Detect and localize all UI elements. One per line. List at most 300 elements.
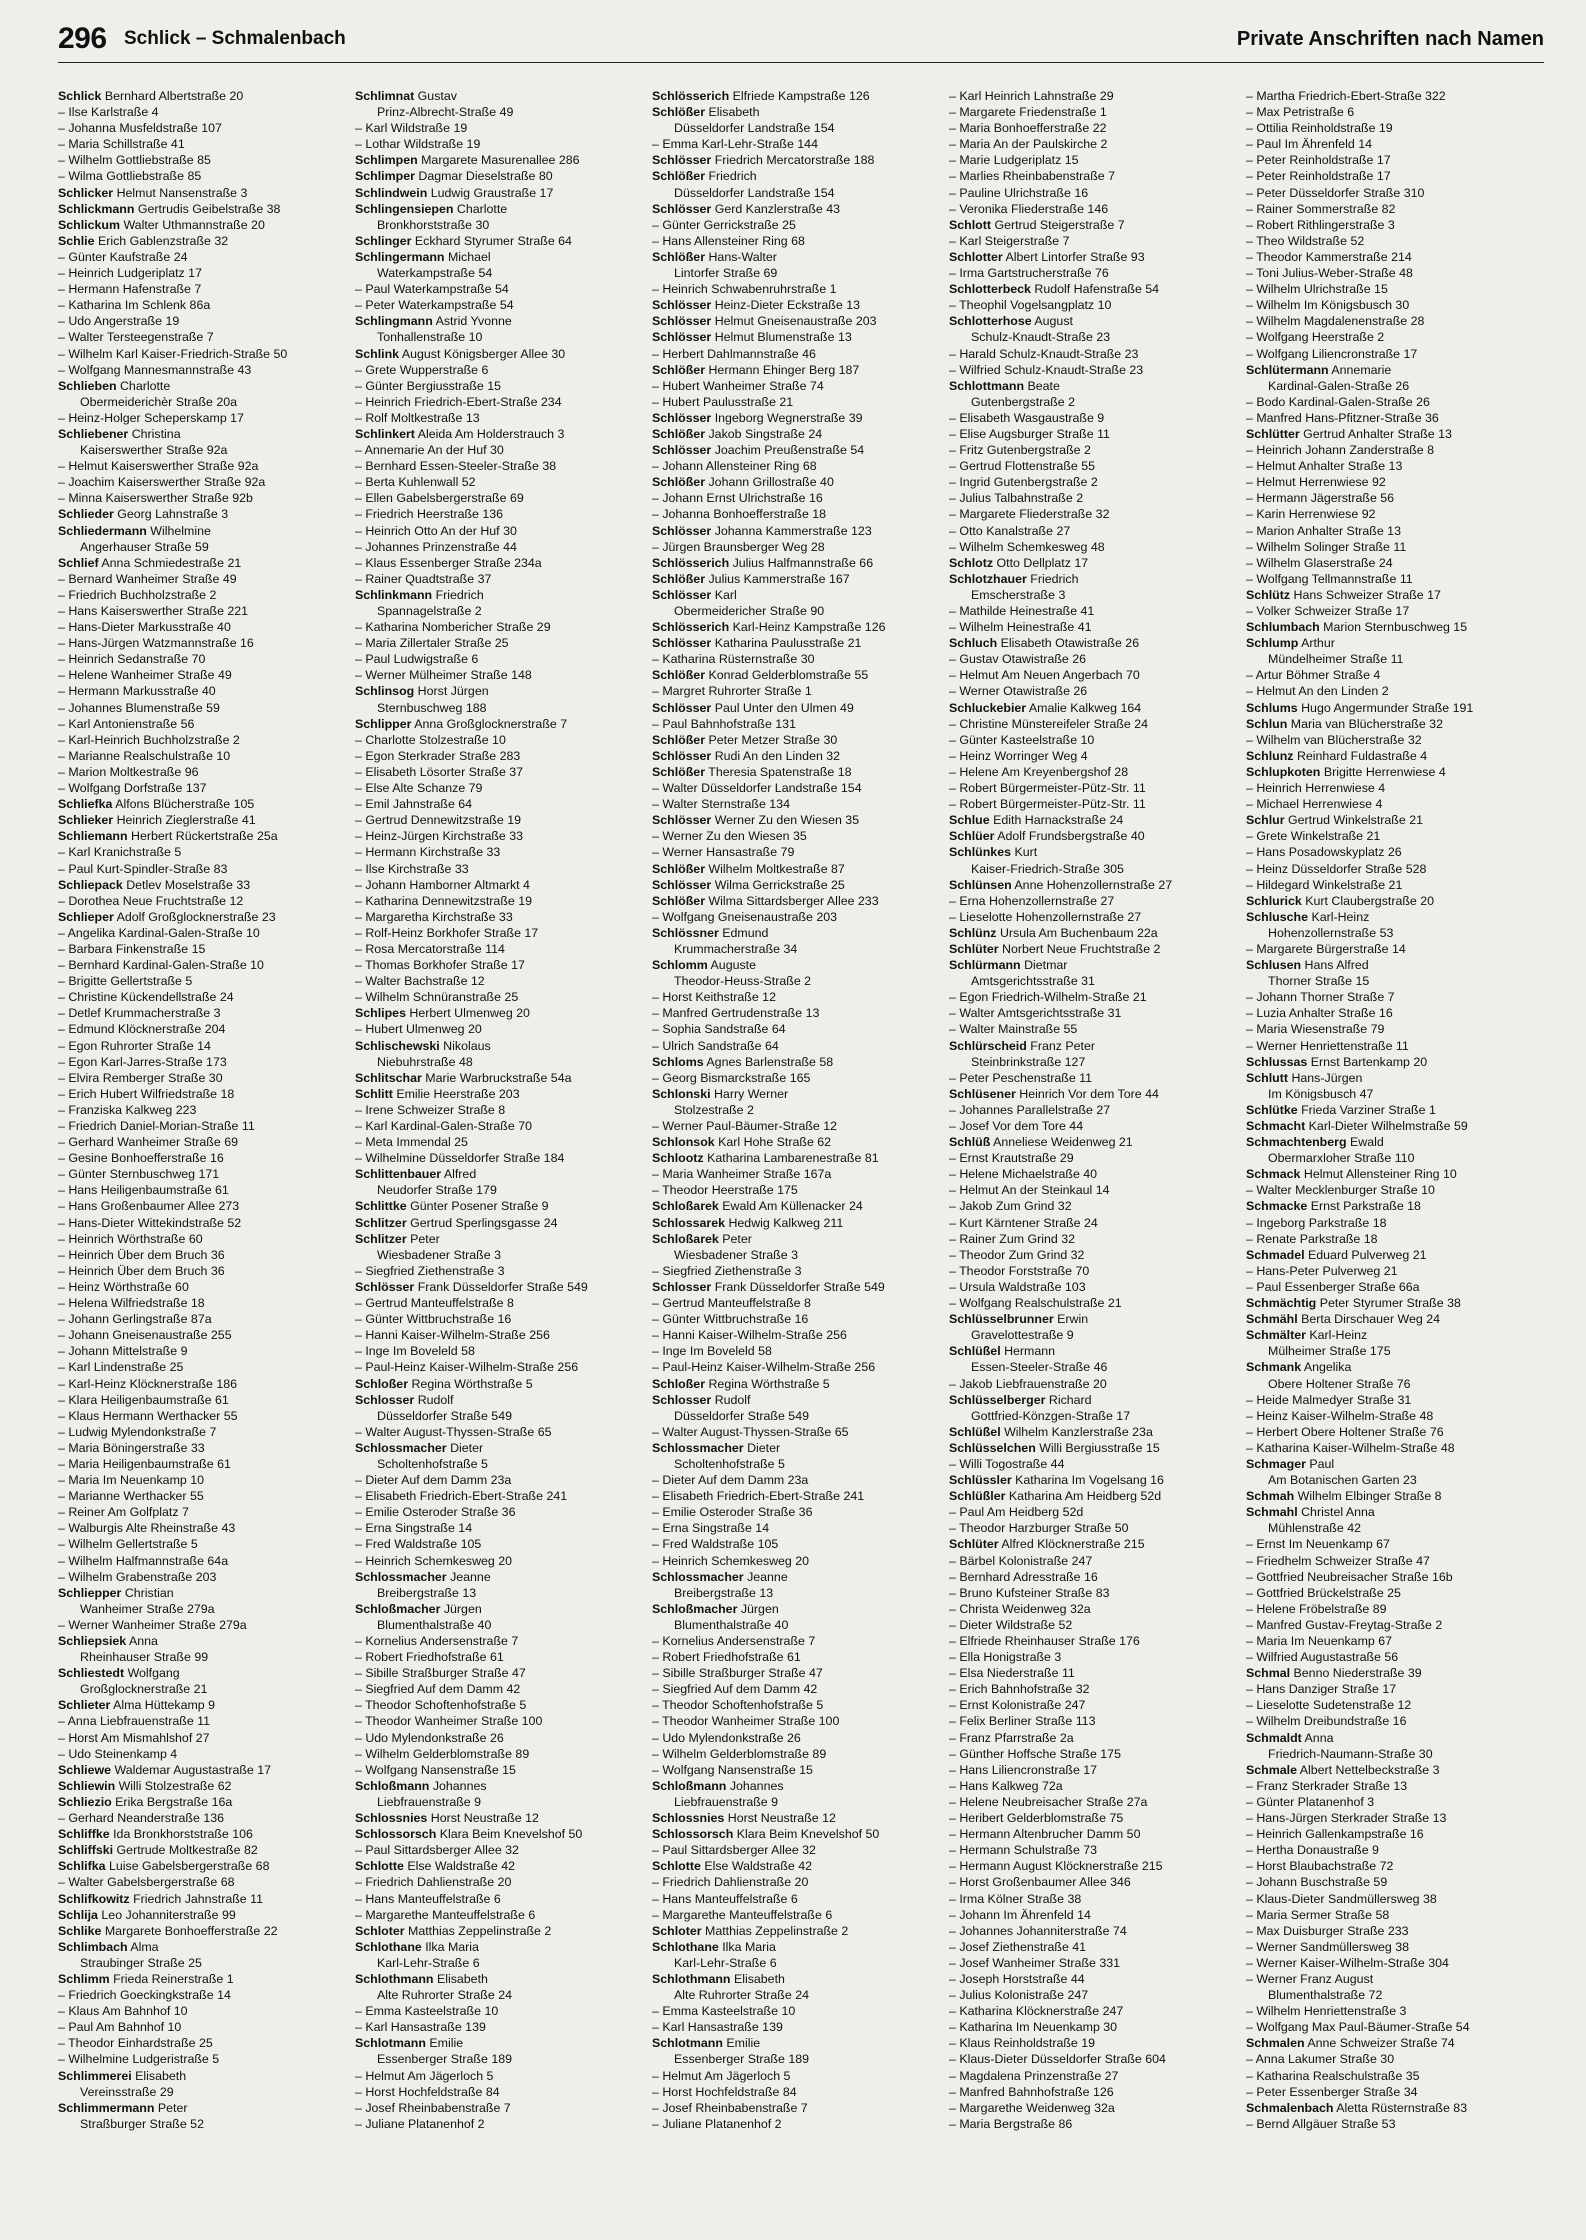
entry-text: Herbert Rückertstraße 25a (131, 829, 278, 844)
directory-entry (652, 1923, 946, 1939)
entry-surname: Schloßer (652, 1376, 706, 1391)
entry-text: Else Waldstraße 42 (704, 1859, 812, 1874)
entry-text: – Wilhelmine Ludgeristraße 5 (58, 2052, 220, 2067)
directory-entry (355, 1215, 649, 1231)
directory-entry (1246, 1182, 1540, 1198)
entry-text: – Friedrich Heerstraße 136 (355, 507, 504, 522)
entry-text: – Werner Henriettenstraße 11 (1246, 1038, 1409, 1053)
directory-entry (1246, 780, 1540, 796)
directory-entry (652, 1488, 946, 1504)
entry-text: – Günter Wittbruchstraße 16 (355, 1312, 512, 1327)
entry-surname: Schlüß (949, 1135, 991, 1150)
directory-entry (652, 1343, 946, 1359)
directory-entry (652, 313, 946, 329)
entry-text: – Paul Sittardsberger Allee 32 (355, 1843, 519, 1858)
directory-entry (949, 265, 1243, 281)
entry-continuation: Emscherstraße 3 (971, 587, 1066, 602)
directory-entry (58, 1778, 352, 1794)
directory-entry (58, 217, 352, 233)
directory-entry (949, 1247, 1243, 1263)
directory-entry (652, 2019, 946, 2035)
entry-text: Peter (722, 1231, 752, 1246)
directory-entry (355, 523, 649, 539)
entry-text: – Joseph Horststraße 44 (949, 1971, 1085, 1986)
entry-text: – Else Alte Schanze 79 (355, 781, 483, 796)
entry-text: – Anna Liebfrauenstraße 11 (58, 1714, 211, 1729)
entry-text: Elisabeth (708, 105, 760, 120)
directory-entry (1246, 748, 1540, 764)
directory-entry (1246, 1810, 1540, 1826)
directory-entry (1246, 1665, 1540, 1681)
entry-text: Julius Kammerstraße 167 (708, 571, 850, 586)
directory-entry (949, 1697, 1243, 1713)
entry-surname: Schlie (58, 233, 95, 248)
directory-entry (949, 1295, 1243, 1311)
entry-text: Gustav (417, 89, 457, 103)
entry-text: Christina (131, 426, 181, 441)
directory-entry (1246, 1730, 1540, 1746)
directory-entry (58, 1858, 352, 1874)
entry-text: – Hermann Schulstraße 73 (949, 1843, 1098, 1858)
entry-text: – Wilhelm Dreibundstraße 16 (1246, 1714, 1407, 1729)
entry-text: Ida Bronkhorststraße 106 (113, 1827, 253, 1842)
entry-text: – Jakob Zum Grind 32 (949, 1199, 1072, 1214)
entry-text: – Karl Steigerstraße 7 (949, 233, 1070, 248)
entry-surname: Schlija (58, 1907, 98, 1922)
directory-entry (1246, 1054, 1540, 1070)
directory-entry (58, 1826, 352, 1842)
directory-entry (58, 362, 352, 378)
entry-text: Frank Düsseldorfer Straße 549 (714, 1279, 885, 1294)
directory-entry (58, 2019, 352, 2035)
directory-entry (652, 1424, 946, 1440)
entry-surname: Schmager (1246, 1456, 1306, 1471)
directory-entry (1246, 1987, 1540, 2003)
directory-entry (949, 812, 1243, 828)
entry-text: – Maria Heiligenbaumstraße 61 (58, 1456, 231, 1471)
directory-entry (58, 1794, 352, 1810)
entry-surname: Schlossnies (652, 1811, 725, 1826)
directory-entry (949, 909, 1243, 925)
entry-surname: Schlittenbauer (355, 1167, 442, 1182)
entry-text: – Gertrud Flottenstraße 55 (949, 459, 1096, 474)
entry-text: – Werner Otawistraße 26 (949, 684, 1088, 699)
entry-continuation: Lintorfer Straße 69 (674, 266, 778, 281)
directory-entry (949, 1038, 1243, 1054)
entry-surname: Schlieter (58, 1698, 111, 1713)
entry-text: – Horst Keithstraße 12 (652, 990, 776, 1005)
directory-entry (949, 989, 1243, 1005)
entry-text: Karl Hohe Straße 62 (718, 1135, 832, 1150)
entry-text: – Josef Wanheimer Straße 331 (949, 1955, 1121, 1970)
directory-entry (949, 88, 1243, 104)
directory-entry (58, 1730, 352, 1746)
directory-entry (1246, 844, 1540, 860)
entry-continuation: Kardinal-Galen-Straße 26 (1268, 378, 1410, 393)
entry-text: – Heinrich Otto An der Huf 30 (355, 523, 517, 538)
directory-entry (355, 506, 649, 522)
entry-text: – Emma Kasteelstraße 10 (652, 2004, 796, 2019)
directory-entry (1246, 1038, 1540, 1054)
entry-continuation: Wiesbadener Straße 3 (674, 1247, 798, 1262)
directory-entry (58, 619, 352, 635)
directory-entry (58, 104, 352, 120)
entry-text: – Marion Anhalter Straße 13 (1246, 523, 1401, 538)
entry-text: – Marion Moltkestraße 96 (58, 764, 199, 779)
entry-text: Dieter (450, 1440, 484, 1455)
directory-entry (58, 1166, 352, 1182)
entry-surname: Schlinger (355, 233, 412, 248)
directory-entry (949, 2035, 1243, 2051)
entry-surname: Schlitt (355, 1086, 393, 1101)
entry-text: Ludwig Graustraße 17 (430, 185, 554, 200)
entry-continuation: Im Königsbusch 47 (1268, 1086, 1374, 1101)
entry-surname: Schlößer (652, 732, 706, 747)
directory-entry (949, 120, 1243, 136)
entry-surname: Schloter (355, 1923, 405, 1938)
entry-text: – Lieselotte Hohenzollernstraße 27 (949, 909, 1142, 924)
entry-surname: Schlößer (652, 169, 706, 184)
directory-entry (355, 2116, 649, 2132)
entry-text: – Fred Waldstraße 105 (652, 1537, 779, 1552)
entry-text: Amalie Kalkweg 164 (1028, 700, 1142, 715)
directory-entry (652, 1231, 946, 1247)
entry-surname: Schmah (1246, 1489, 1295, 1504)
directory-entry (58, 1150, 352, 1166)
entry-continuation: Thorner Straße 15 (1268, 974, 1370, 989)
directory-entry (1246, 1118, 1540, 1134)
directory-entry (1246, 1005, 1540, 1021)
entry-continuation: Amtsgerichtsstraße 31 (971, 974, 1095, 989)
entry-text: – Charlotte Stolzestraße 10 (355, 732, 506, 747)
entry-text: Kurt Claubergstraße 20 (1305, 893, 1435, 908)
directory-entry (652, 297, 946, 313)
directory-entry (949, 1231, 1243, 1247)
entry-text: – Helene Neubreisacher Straße 27a (949, 1794, 1148, 1809)
directory-entry (949, 1826, 1243, 1842)
directory-entry (652, 1633, 946, 1649)
directory-entry (1246, 2019, 1540, 2035)
directory-entry (355, 1649, 649, 1665)
entry-text: – Christa Weidenweg 32a (949, 1601, 1091, 1616)
directory-entry (58, 1891, 352, 1907)
entry-text: Alfred (443, 1167, 477, 1182)
entry-surname: Schlonski (652, 1086, 711, 1101)
entry-surname: Schlösser (652, 153, 712, 168)
entry-text: – Gerhard Wanheimer Straße 69 (58, 1135, 238, 1150)
entry-text: – Karl Heinrich Lahnstraße 29 (949, 89, 1114, 103)
directory-entry (355, 893, 649, 909)
entry-text: – Bernhard Adresstraße 16 (949, 1569, 1098, 1584)
directory-entry (355, 378, 649, 394)
directory-entry (949, 587, 1243, 603)
directory-entry (949, 1005, 1243, 1021)
entry-text: Karl-Heinz (1311, 909, 1370, 924)
entry-text: – Paul Sittardsberger Allee 32 (652, 1843, 816, 1858)
directory-entry (949, 281, 1243, 297)
entry-text: Ewald Am Küllenacker 24 (722, 1199, 863, 1214)
directory-entry (652, 1569, 946, 1585)
directory-entry (949, 233, 1243, 249)
entry-text: Frieda Reinerstraße 1 (113, 1971, 234, 1986)
entry-text: Konrad Gelderblomstraße 55 (708, 668, 869, 683)
entry-text: Karl (714, 587, 737, 602)
directory-entry (355, 539, 649, 555)
entry-surname: Schlimm (58, 1971, 110, 1986)
directory-entry (355, 764, 649, 780)
entry-text: – Gottfried Brückelstraße 25 (1246, 1585, 1401, 1600)
entry-surname: Schlossmacher (355, 1440, 447, 1455)
entry-text: Herbert Ulmenweg 20 (409, 1006, 530, 1021)
directory-entry (652, 1891, 946, 1907)
entry-surname: Schluch (949, 636, 998, 651)
entry-surname: Schlösser (652, 298, 712, 313)
entry-text: – Wilhelm Karl Kaiser-Friedrich-Straße 50 (58, 346, 288, 361)
directory-entry (58, 1086, 352, 1102)
entry-text: – Wolfgang Nansenstraße 15 (652, 1762, 813, 1777)
directory-entry (58, 1021, 352, 1037)
directory-entry (949, 185, 1243, 201)
directory-entry (652, 1247, 946, 1263)
directory-entry (652, 1939, 946, 1955)
entry-text: – Toni Julius-Weber-Straße 48 (1246, 266, 1413, 281)
directory-entry (1246, 249, 1540, 265)
directory-entry (949, 152, 1243, 168)
entry-surname: Schlusche (1246, 909, 1308, 924)
directory-entry (652, 941, 946, 957)
directory-entry (652, 587, 946, 603)
entry-text: – Heinrich Schwabenruhrstraße 1 (652, 282, 837, 297)
directory-entry (652, 748, 946, 764)
directory-entry (949, 1617, 1243, 1633)
entry-text: – Thomas Borkhofer Straße 17 (355, 958, 525, 973)
entry-text: Alma (130, 1939, 159, 1954)
entry-text: – Karl Kardinal-Galen-Straße 70 (355, 1119, 532, 1133)
entry-text: – Johanna Bonhoefferstraße 18 (652, 507, 827, 522)
directory-entry (1246, 1553, 1540, 1569)
entry-text: – Friedhelm Schweizer Straße 47 (1246, 1553, 1430, 1568)
directory-entry (58, 941, 352, 957)
directory-entry (355, 780, 649, 796)
entry-surname: Schlüßel (949, 1424, 1001, 1439)
entry-text: – Hermann Altenbrucher Damm 50 (949, 1827, 1141, 1842)
entry-text: Brigitte Herrenwiese 4 (1323, 764, 1446, 779)
entry-surname: Schmalen (1246, 2036, 1305, 2051)
directory-entry (652, 683, 946, 699)
directory-entry (652, 1021, 946, 1037)
entry-text: – Heinrich Ludgeriplatz 17 (58, 266, 202, 281)
entry-text: – Grete Winkelstraße 21 (1246, 829, 1381, 844)
entry-continuation: Mülheimer Straße 175 (1268, 1344, 1391, 1359)
entry-surname: Schliepper (58, 1585, 122, 1600)
entry-text: Luise Gabelsbergerstraße 68 (108, 1859, 270, 1874)
directory-entry (355, 861, 649, 877)
entry-text: Klara Beim Knevelshof 50 (736, 1827, 880, 1842)
entry-text: – Friedrich Buchholzstraße 2 (58, 587, 217, 602)
directory-entry (949, 1585, 1243, 1601)
entry-text: – Ilse Karlstraße 4 (58, 105, 159, 120)
entry-continuation: Niebuhrstraße 48 (377, 1054, 473, 1069)
directory-entry (1246, 474, 1540, 490)
directory-entry (355, 313, 649, 329)
directory-entry (355, 1231, 649, 1247)
directory-entry (652, 1215, 946, 1231)
directory-entry (949, 1198, 1243, 1214)
entry-continuation: Obermeidericher Straße 90 (674, 604, 825, 618)
entry-text: – Günter Bergiusstraße 15 (355, 378, 502, 393)
entry-text: – Marianne Werthacker 55 (58, 1489, 204, 1504)
entry-text: – Helena Wilfriedstraße 18 (58, 1296, 205, 1311)
entry-text: – Peter Düsseldorfer Straße 310 (1246, 185, 1425, 200)
entry-text: – Bernhard Essen-Steeler-Straße 38 (355, 459, 557, 474)
directory-entry (652, 909, 946, 925)
directory-entry (355, 249, 649, 265)
entry-text: – Theodor Zum Grind 32 (949, 1247, 1085, 1262)
entry-text: – Anna Lakumer Straße 30 (1246, 2052, 1395, 2067)
directory-entry (355, 1021, 649, 1037)
directory-entry (652, 1553, 946, 1569)
entry-text: – Volker Schweizer Straße 17 (1246, 604, 1410, 618)
directory-entry (1246, 378, 1540, 394)
entry-continuation: Obere Holtener Straße 76 (1268, 1376, 1411, 1391)
entry-text: – Heinrich Herrenwiese 4 (1246, 781, 1386, 796)
entry-text: – Horst Hochfeldstraße 84 (652, 2084, 797, 2099)
entry-text: – Paul Ludwigstraße 6 (355, 652, 479, 667)
directory-entry (58, 313, 352, 329)
directory-entry (355, 1858, 649, 1874)
directory-entry (949, 1327, 1243, 1343)
entry-surname: Schmaldt (1246, 1730, 1302, 1745)
directory-entry (949, 2068, 1243, 2084)
entry-surname: Schlimmerei (58, 2068, 132, 2083)
entry-text: – Erich Hubert Wilfriedstraße 18 (58, 1086, 235, 1101)
directory-entry (58, 909, 352, 925)
entry-text: – Siegfried Ziethenstraße 3 (652, 1263, 802, 1278)
directory-entry (652, 1697, 946, 1713)
directory-entry (355, 1762, 649, 1778)
entry-text: – Friedrich Daniel-Morian-Straße 11 (58, 1119, 255, 1133)
directory-entry (949, 2019, 1243, 2035)
directory-entry (58, 1005, 352, 1021)
directory-entry (949, 780, 1243, 796)
directory-entry (355, 555, 649, 571)
directory-entry (949, 1359, 1243, 1375)
entry-text: Erich Gablenzstraße 32 (97, 233, 229, 248)
entry-text: Heinrich Zieglerstraße 41 (116, 813, 256, 828)
directory-entry (58, 265, 352, 281)
entry-surname: Schlimbach (58, 1939, 128, 1954)
entry-text: Hugo Angermunder Straße 191 (1301, 700, 1474, 715)
directory-entry (58, 1295, 352, 1311)
entry-text: – Maria Sermer Straße 58 (1246, 1907, 1390, 1922)
directory-entry (1246, 941, 1540, 957)
directory-entry (949, 313, 1243, 329)
directory-entry (652, 555, 946, 571)
directory-entry (949, 1311, 1243, 1327)
directory-entry (949, 168, 1243, 184)
entry-continuation: Wanheimer Straße 279a (80, 1601, 215, 1616)
directory-entry (355, 877, 649, 893)
directory-entry (355, 1376, 649, 1392)
directory-entry (652, 877, 946, 893)
entry-text: Benno Niederstraße 39 (1293, 1666, 1422, 1681)
entry-text: Eduard Pulverweg 21 (1308, 1247, 1427, 1262)
entry-text: – Gertrud Manteuffelstraße 8 (652, 1296, 811, 1311)
directory-entry (652, 1359, 946, 1375)
entry-surname: Schmächtig (1246, 1296, 1317, 1311)
entry-surname: Schloms (652, 1054, 704, 1069)
directory-entry (949, 1891, 1243, 1907)
directory-entry (949, 249, 1243, 265)
directory-entry (1246, 1198, 1540, 1214)
entry-surname: Schlike (58, 1923, 102, 1938)
entry-text: Frieda Varziner Straße 1 (1301, 1102, 1436, 1117)
entry-surname: Schliewe (58, 1762, 112, 1777)
entry-text: – Theodor Wanheimer Straße 100 (652, 1714, 840, 1729)
entry-surname: Schmachtenberg (1246, 1135, 1347, 1150)
entry-surname: Schlingermann (355, 249, 445, 264)
entry-text: Hans Alfred (1304, 958, 1369, 973)
directory-entry (1246, 957, 1540, 973)
entry-text: – Helmut Am Neuen Angerbach 70 (949, 668, 1140, 683)
entry-text: – Annemarie An der Huf 30 (355, 443, 504, 458)
entry-text: Adolf Frundsbergstraße 40 (997, 829, 1145, 844)
entry-surname: Schlossnies (355, 1811, 428, 1826)
entry-continuation: Alte Ruhrorter Straße 24 (674, 1988, 809, 2003)
directory-entry (652, 458, 946, 474)
directory-entry (652, 329, 946, 345)
entry-text: – Dieter Wildstraße 52 (949, 1617, 1073, 1632)
entry-continuation: Kaiser-Friedrich-Straße 305 (971, 861, 1124, 876)
entry-text: – Emilie Osteroder Straße 36 (355, 1505, 516, 1520)
entry-text: – Paul Am Bahnhof 10 (58, 2020, 182, 2035)
directory-entry (949, 1182, 1243, 1198)
entry-continuation: Blumenthalstraße 72 (1268, 1988, 1383, 2003)
page-header (58, 22, 1544, 63)
entry-text: Gertrud Sperlingsgasse 24 (410, 1215, 558, 1230)
directory-entry (355, 1054, 649, 1070)
entry-text: – Heinrich Sedanstraße 70 (58, 652, 206, 667)
entry-text: Dieter (747, 1440, 781, 1455)
directory-entry (652, 88, 946, 104)
entry-text: Aletta Rüsternstraße 83 (1336, 2100, 1468, 2115)
directory-entry (652, 1746, 946, 1762)
directory-entry (949, 1166, 1243, 1182)
directory-entry (355, 1343, 649, 1359)
directory-entry (949, 1424, 1243, 1440)
entry-text: – Erich Bahnhofstraße 32 (949, 1682, 1090, 1697)
directory-entry (652, 1472, 946, 1488)
directory-entry (355, 1746, 649, 1762)
directory-entry (58, 828, 352, 844)
entry-text: Charlotte (119, 378, 171, 393)
directory-entry (1246, 812, 1540, 828)
directory-entry (355, 1617, 649, 1633)
entry-text: – Wilhelmine Düsseldorfer Straße 184 (355, 1151, 565, 1166)
entry-continuation: Friedrich-Naumann-Straße 30 (1268, 1746, 1433, 1761)
entry-text: – Maria Wiesenstraße 79 (1246, 1022, 1385, 1037)
entry-text: Dagmar Dieselstraße 80 (418, 169, 553, 184)
entry-text: – Bernhard Kardinal-Galen-Straße 10 (58, 958, 264, 973)
entry-text: – Heinz Worringer Weg 4 (949, 748, 1088, 763)
entry-text: – Lothar Wildstraße 19 (355, 137, 481, 152)
directory-entry (949, 1907, 1243, 1923)
entry-text: – Helene Michaelstraße 40 (949, 1167, 1098, 1182)
entry-surname: Schlößer (652, 764, 706, 779)
entry-surname: Schluckebier (949, 700, 1027, 715)
entry-surname: Schlimnat (355, 89, 415, 103)
entry-surname: Schlieker (58, 813, 114, 828)
